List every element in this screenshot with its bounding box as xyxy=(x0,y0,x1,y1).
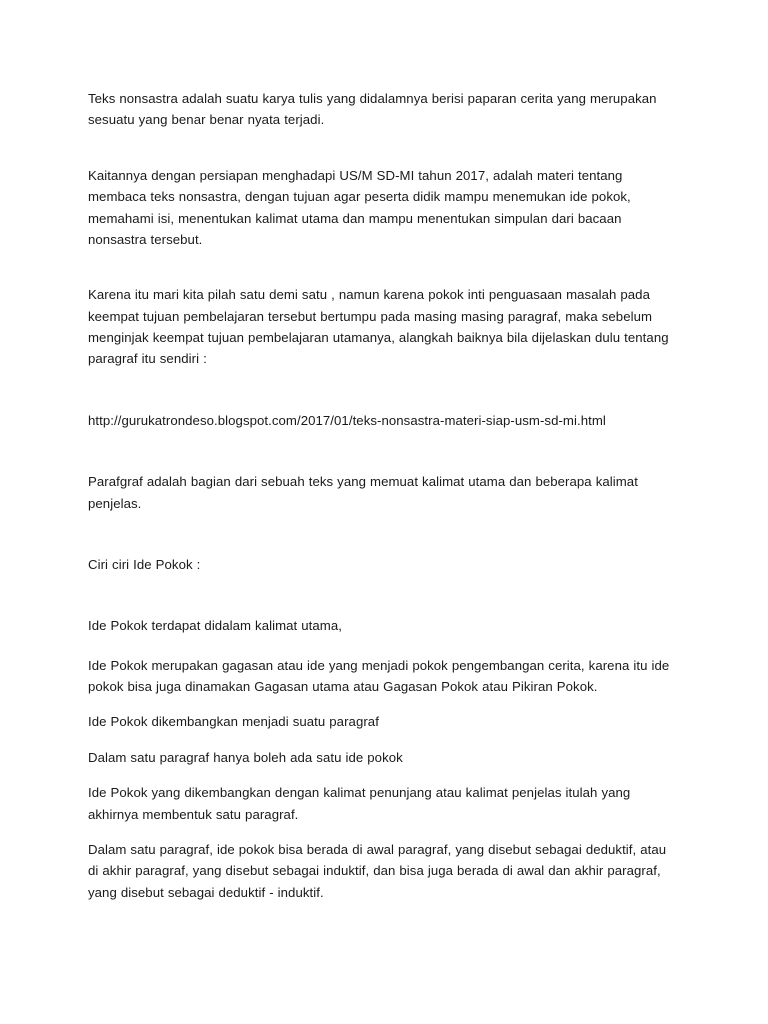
list-item: Dalam satu paragraf, ide pokok bisa berada di awal paragraf, yang disebut sebagai deduktif, atau di akhir paragraf, yang disebut sebagai induktif, dan bisa juga berada di awal dan akhir paragraf, yang disebut sebagai deduktif - induktif. xyxy=(88,841,667,900)
list-item: Ide Pokok yang dikembangkan dengan kalimat penunjang atau kalimat penjelas itulah yang akhirnya membentuk satu paragraf. xyxy=(88,785,631,822)
document-body xyxy=(88,88,672,903)
paragraph-intro: Teks nonsastra adalah suatu karya tulis yang didalamnya berisi paparan cerita yang merupakan sesuatu yang benar benar nyata terjadi. xyxy=(88,91,657,128)
ciri-list xyxy=(88,615,672,903)
paragraph-pilah: Karena itu mari kita pilah satu demi satu , namun karena pokok inti penguasaan masalah pada keempat tujuan pembelajaran tersebut bertumpu pada masing masing paragraf, maka sebelum menginjak keempat tujuan pembelajaran utamanya, alangkah baiknya bila dijelaskan dulu tentang paragraf itu sendiri : xyxy=(88,287,669,367)
source-url-text: http://gurukatrondeso.blogspot.com/2017/01/teks-nonsastra-materi-siap-usm-sd-mi.html xyxy=(88,412,606,428)
paragraph-definition: Parafgraf adalah bagian dari sebuah teks yang memuat kalimat utama dan beberapa kalimat penjelas. xyxy=(88,474,638,511)
list-item: Dalam satu paragraf hanya boleh ada satu ide pokok xyxy=(88,749,403,765)
list-item: Ide Pokok terdapat didalam kalimat utama, xyxy=(88,618,342,634)
section-heading-ciri-ide-pokok: Ciri ciri Ide Pokok : xyxy=(88,556,201,572)
list-item: Ide Pokok dikembangkan menjadi suatu paragraf xyxy=(88,714,379,730)
paragraph-kaitan: Kaitannya dengan persiapan menghadapi US/M SD-MI tahun 2017, adalah materi tentang membaca teks nonsastra, dengan tujuan agar peserta didik mampu menemukan ide pokok, memahami isi, menentukan kalimat utama dan mampu menentukan simpulan dari bacaan nonsastra tersebut. xyxy=(88,167,631,247)
list-item: Ide Pokok merupakan gagasan atau ide yang menjadi pokok pengembangan cerita, karena itu ide pokok bisa juga dinamakan Gagasan utama atau Gagasan Pokok atau Pikiran Pokok. xyxy=(88,657,670,694)
